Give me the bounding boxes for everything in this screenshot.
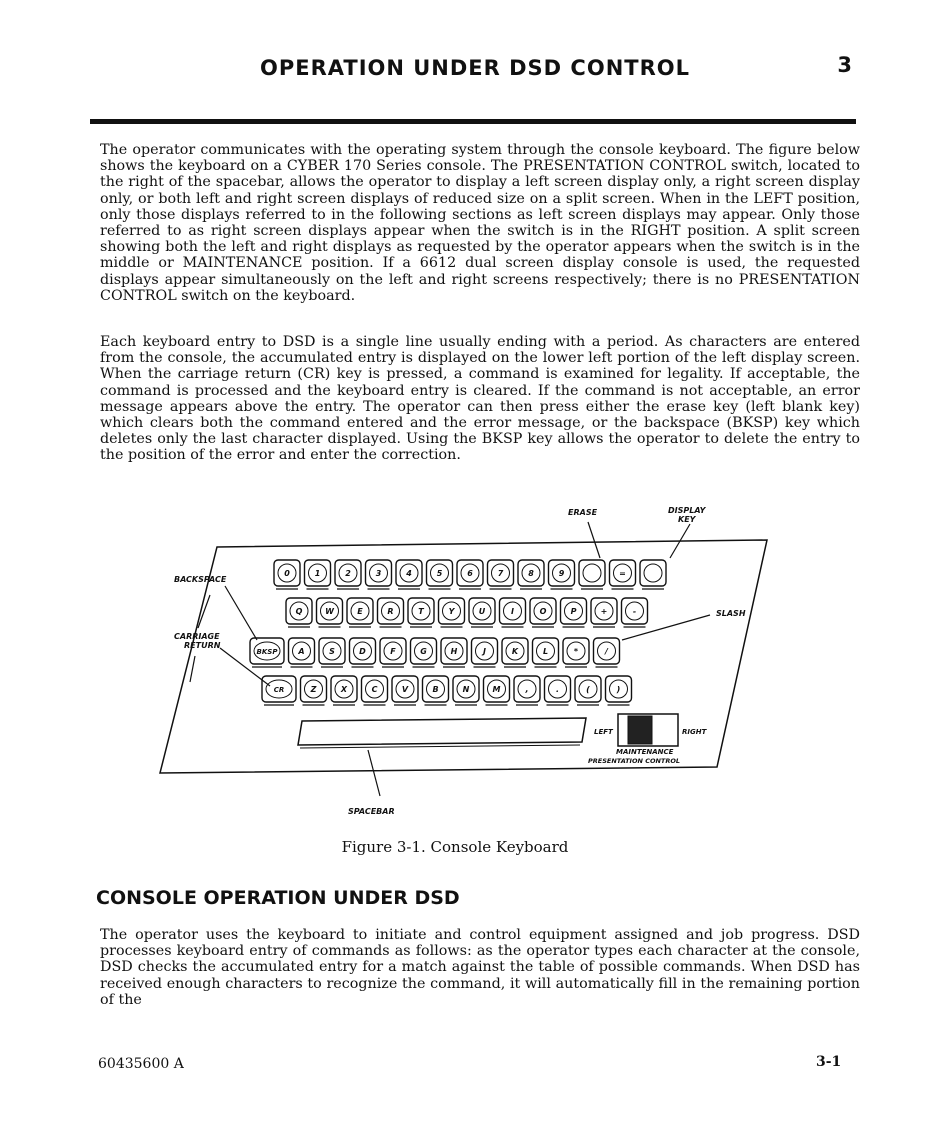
key-label: Y — [448, 607, 455, 616]
key-label: F — [390, 647, 396, 656]
keyboard-key — [301, 676, 327, 705]
key-label: 0 — [284, 569, 290, 578]
carriage-label: CARRIAGE — [174, 632, 220, 641]
key-label: R — [387, 607, 394, 616]
keyboard-key — [347, 598, 373, 627]
page-number: 3-1 — [816, 1054, 842, 1070]
keyboard-key — [563, 638, 589, 667]
key-label: N — [462, 685, 470, 694]
backspace-label: BACKSPACE — [174, 575, 227, 584]
keyboard-key — [561, 598, 587, 627]
key-label: C — [371, 685, 378, 694]
entry-paragraph: Each keyboard entry to DSD is a single line usually ending with a period. As characters are entered from the console, the accumulated entry is displayed on the lower left portion of the left display screen. When the carriage return (CR) key is pressed, a command is examined for legality. If acceptable, the command is processed and the keyboard entry is cleared. If the command is not acceptable, an error message appears above the entry. The operator can then press either the erase key (left blank key) which clears both the command entered and the error message, or the backspace (BKSP) key which deletes only the last character displayed. Using the BKSP key allows the operator to delete the entry to the position of the error and enter the correction. — [100, 334, 860, 464]
keyboard-key — [594, 638, 620, 667]
key-label: J — [483, 647, 486, 656]
keyboard-key — [518, 560, 544, 589]
key-grid — [250, 560, 666, 705]
key-label: B — [432, 685, 439, 694]
chapter-title: OPERATION UNDER DSD CONTROL — [259, 56, 690, 80]
key-label: * — [573, 647, 579, 656]
keyboard-key — [286, 598, 312, 627]
key-label: P — [570, 607, 577, 616]
key-label: 7 — [497, 569, 504, 578]
key-label: 4 — [406, 569, 412, 578]
keyboard-key — [549, 560, 575, 589]
key-label: E — [357, 607, 363, 616]
key-label: 8 — [528, 569, 534, 578]
keyboard-key — [502, 638, 528, 667]
keyboard-key — [366, 560, 392, 589]
keyboard-key — [289, 638, 315, 667]
key-label: W — [325, 607, 334, 616]
key-label: X — [340, 685, 348, 694]
key-label: KEY — [678, 515, 696, 524]
key-label: + — [600, 607, 608, 616]
keyboard-key — [378, 598, 404, 627]
key-label: T — [418, 607, 424, 616]
intro-paragraph: The operator communicates with the operating system through the console keyboard. The figure below shows the keyboard on a CYBER 170 Series console. The PRESENTATION CONTROL switch, located to the right of the spacebar, allows the operator to display a left screen display only, a right screen display only, or both left and right screen displays of reduced size on a split screen. When in the LEFT position, only those displays referred to in the following sections as left screen displays may appear. Only those referred to as right screen displays appear when the switch is in the RIGHT position. A split screen showing both the left and right displays as requested by the operator appears when the switch is in the middle or MAINTENANCE position. If a 6612 dual screen display console is used, the requested displays appear simultaneously on the left and right screens respectively; there is no PRESENTATION CONTROL switch on the keyboard. — [100, 142, 860, 304]
maintenance-label: MAINTENANCE — [616, 748, 674, 756]
backspace-callout-line — [225, 586, 257, 640]
keyboard-key — [274, 560, 300, 589]
keyboard-illustration — [150, 500, 790, 830]
erase-label: ERASE — [568, 508, 598, 517]
keyboard-key — [545, 676, 571, 705]
key-label: 5 — [436, 569, 443, 578]
keyboard-key — [488, 560, 514, 589]
key-label: CR — [273, 686, 285, 694]
left-label: LEFT — [594, 728, 613, 736]
spacebar-key — [298, 718, 586, 745]
key-label: D — [359, 647, 366, 656]
switch-lever — [628, 716, 652, 744]
key-label: , — [525, 685, 529, 694]
key-label: 9 — [558, 569, 565, 578]
keyboard-key — [530, 598, 556, 627]
slash-label: SLASH — [716, 609, 746, 618]
keyboard-key — [411, 638, 437, 667]
keyboard-key — [350, 638, 376, 667]
keyboard-key — [362, 676, 388, 705]
spacebar-label: SPACEBAR — [348, 807, 395, 816]
key-label: Z — [310, 685, 317, 694]
keyboard-key — [500, 598, 526, 627]
keyboard-key — [423, 676, 449, 705]
keyboard-key — [441, 638, 467, 667]
key-label: L — [542, 647, 549, 656]
key-label: I — [511, 607, 514, 616]
console-operation-paragraph: The operator uses the keyboard to initiate and control equipment assigned and job progress. DSD processes keyboard entry of commands as follows: as the operator types each character at the console, DSD checks the accumulated entry for a match against the table of possible commands. When DSD has received enough characters to recognize the command, it will automatically fill in the remaining portion of the — [100, 927, 860, 1008]
right-label: RIGHT — [682, 728, 707, 736]
keyboard-key — [262, 676, 296, 705]
chapter-number: 3 — [837, 53, 852, 77]
keyboard-key — [610, 560, 636, 589]
keyboard-key — [427, 560, 453, 589]
keyboard-key — [439, 598, 465, 627]
key-label: BKSP — [256, 648, 278, 656]
key-label: V — [401, 685, 409, 694]
key-label: M — [492, 685, 501, 694]
keyboard-key — [591, 598, 617, 627]
keyboard-key — [514, 676, 540, 705]
key-label: = — [619, 569, 626, 578]
document-number: 60435600 A — [98, 1056, 184, 1072]
key-label: A — [298, 647, 305, 656]
key-label: H — [450, 647, 458, 656]
key-label: Q — [295, 607, 303, 616]
key-label: S — [329, 647, 335, 656]
keyboard-key — [484, 676, 510, 705]
key-label: K — [511, 647, 519, 656]
carriage-return-side-line — [190, 656, 195, 682]
key-label: . — [555, 685, 560, 694]
keyboard-key — [579, 560, 605, 589]
figure-caption: Figure 3-1. Console Keyboard — [341, 838, 569, 856]
keyboard-key — [606, 676, 632, 705]
presentation-control-label: PRESENTATION CONTROL — [588, 757, 681, 765]
keyboard-key — [469, 598, 495, 627]
keyboard-key — [640, 560, 666, 589]
console-keyboard-figure — [150, 500, 790, 830]
keyboard-key — [472, 638, 498, 667]
key-label: 3 — [375, 569, 382, 578]
keyboard-key — [575, 676, 601, 705]
key-label: O — [539, 607, 547, 616]
key-label: - — [632, 607, 637, 616]
section-heading: CONSOLE OPERATION UNDER DSD — [96, 887, 460, 909]
keyboard-key — [457, 560, 483, 589]
header-rule — [90, 119, 856, 124]
keyboard-key — [622, 598, 648, 627]
keyboard-key — [319, 638, 345, 667]
keyboard-key — [335, 560, 361, 589]
keyboard-key — [317, 598, 343, 627]
key-label: G — [420, 647, 427, 656]
key-label: U — [478, 607, 486, 616]
keyboard-key — [305, 560, 331, 589]
spacebar-callout-line — [368, 750, 380, 796]
keyboard-key — [392, 676, 418, 705]
keyboard-key — [533, 638, 559, 667]
key-label: ( — [586, 685, 590, 694]
keyboard-key — [331, 676, 357, 705]
return-label: RETURN — [184, 641, 221, 650]
key-label: 6 — [467, 569, 473, 578]
keyboard-key — [453, 676, 479, 705]
erase-callout-line — [588, 522, 600, 558]
key-label: ) — [616, 685, 621, 694]
key-label: / — [605, 647, 608, 656]
keyboard-key — [396, 560, 422, 589]
key-label: 1 — [314, 569, 321, 578]
key-label: 2 — [345, 569, 351, 578]
spacebar-shadow — [300, 745, 580, 748]
keyboard-key — [380, 638, 406, 667]
display-label: DISPLAY — [668, 506, 706, 515]
keyboard-key — [250, 638, 284, 667]
keyboard-key — [408, 598, 434, 627]
